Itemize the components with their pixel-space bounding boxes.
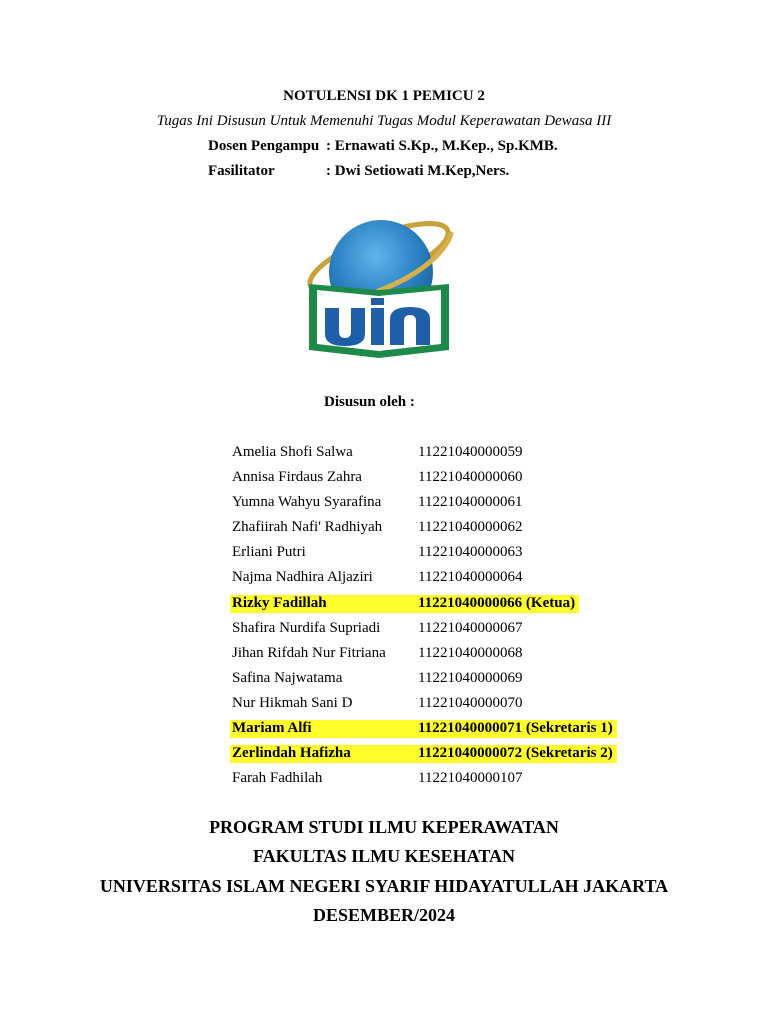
member-row: [228, 691, 628, 716]
member-name: Zerlindah Hafizha: [232, 745, 351, 762]
member-nim: 11221040000072 (Sekretaris 2): [418, 745, 613, 762]
member-nim: 11221040000070: [418, 694, 523, 711]
uin-logo: [303, 210, 455, 365]
facilitator-row: [208, 163, 509, 180]
member-list: [228, 440, 628, 791]
facilitator-value: : Dwi Setiowati M.Kep,Ners.: [326, 163, 510, 179]
member-row: [228, 741, 628, 766]
member-name: Safina Najwatama: [232, 669, 343, 686]
member-name: Annisa Firdaus Zahra: [232, 469, 362, 486]
member-nim: 11221040000060: [418, 469, 523, 486]
member-row: [228, 766, 628, 791]
member-row: [228, 465, 628, 490]
member-row: [228, 591, 628, 616]
member-nim: 11221040000067: [418, 619, 523, 636]
member-name: Farah Fadhilah: [232, 770, 323, 787]
member-name: Shafira Nurdifa Supriadi: [232, 619, 381, 636]
member-row: [228, 440, 628, 465]
member-name: Jihan Rifdah Nur Fitriana: [232, 644, 386, 661]
member-nim: 11221040000068: [418, 644, 523, 661]
member-nim: 11221040000061: [418, 494, 523, 511]
document-title: NOTULENSI DK 1 PEMICU 2: [283, 88, 485, 104]
member-nim: 11221040000066 (Ketua): [418, 594, 576, 611]
member-row: [228, 490, 628, 515]
member-nim: 11221040000069: [418, 669, 523, 686]
member-name: Amelia Shofi Salwa: [232, 444, 353, 460]
lecturer-value: : Ernawati S.Kp., M.Kep., Sp.KMB.: [326, 138, 558, 154]
member-name: Najma Nadhira Aljaziri: [232, 569, 373, 586]
member-name: Zhafiirah Nafi' Radhiyah: [232, 519, 383, 536]
member-nim: 11221040000062: [418, 519, 523, 536]
study-program: PROGRAM STUDI ILMU KEPERAWATAN: [209, 817, 559, 837]
lecturer-label: Dosen Pengampu: [208, 138, 320, 154]
document-subtitle: Tugas Ini Disusun Untuk Memenuhi Tugas Modul Keperawatan Dewasa III: [156, 113, 612, 129]
member-name: Mariam Alfi: [232, 720, 312, 737]
member-row: [228, 666, 628, 691]
authored-by-label: Disusun oleh :: [324, 394, 415, 410]
member-nim: 11221040000107: [418, 770, 523, 787]
member-row: [228, 540, 628, 565]
member-row: [228, 616, 628, 641]
university-name: UNIVERSITAS ISLAM NEGERI SYARIF HIDAYATULLAH JAKARTA: [99, 876, 669, 896]
member-row: [228, 716, 628, 741]
member-row: [228, 641, 628, 666]
document-date: DESEMBER/2024: [312, 905, 456, 925]
member-name: Nur Hikmah Sani D: [232, 694, 353, 711]
member-nim: 11221040000059: [418, 444, 523, 460]
member-row: [228, 515, 628, 540]
member-nim: 11221040000063: [418, 544, 523, 561]
member-name: Erliani Putri: [232, 544, 306, 561]
facilitator-label: Fasilitator: [208, 163, 275, 179]
member-nim: 11221040000064: [418, 569, 523, 586]
faculty-name: FAKULTAS ILMU KESEHATAN: [252, 846, 516, 866]
member-row: [228, 565, 628, 590]
member-name: Yumna Wahyu Syarafina: [232, 494, 382, 511]
member-nim: 11221040000071 (Sekretaris 1): [418, 720, 613, 737]
member-name: Rizky Fadillah: [232, 594, 327, 611]
lecturer-row: [208, 138, 558, 155]
